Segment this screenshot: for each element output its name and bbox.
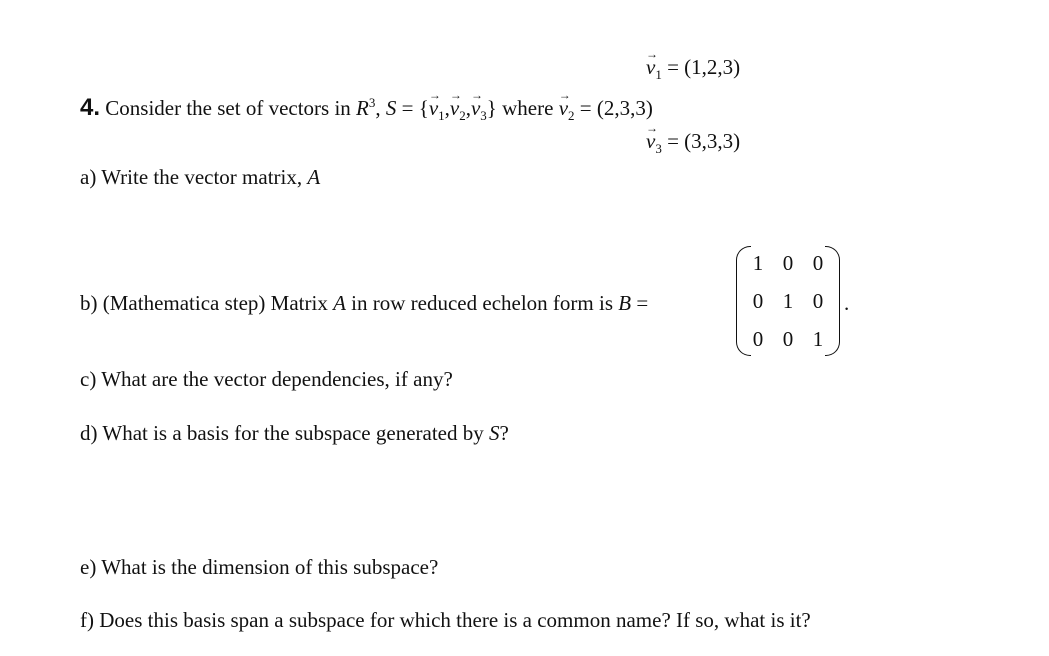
part-f-label: f) [80,608,94,632]
rref-matrix [736,246,840,358]
part-a [80,164,320,190]
part-d-end: ? [499,421,509,445]
matrix-cell: 0 [812,289,824,313]
space-exponent: 3 [368,95,376,110]
part-d [80,420,509,446]
part-f [80,607,811,633]
part-c-label: c) [80,367,97,391]
part-d-label: d) [80,421,98,445]
part-c [80,366,453,392]
part-c-text: What are the vector dependencies, if any? [101,367,453,391]
where-word: where [502,96,554,120]
vector-1-subscript: 1 [655,67,662,83]
matrix-cell: 0 [782,327,794,351]
part-b-post: in row reduced echelon form is [345,291,619,315]
part-d-var: S [489,421,500,445]
set-separator: , [375,96,386,120]
question-intro: Consider the set of vectors in [105,96,357,120]
vector-2-value: = (2,3,3) [579,96,653,120]
part-e-label: e) [80,555,97,579]
part-d-text: What is a basis for the subspace generated by [102,421,489,445]
part-a-label: a) [80,165,97,189]
part-f-text: Does this basis span a subspace for which there is a common name? If so, what is it? [99,608,811,632]
part-e [80,554,438,580]
matrix-cell: 1 [812,327,824,351]
part-b-pre: (Mathematica step) Matrix [102,291,334,315]
matrix-cell: 0 [812,251,824,275]
vector-3-subscript: 3 [655,141,662,157]
vector-3-definition [646,128,740,162]
set-name: S [385,96,397,120]
matrix-cell: 1 [752,251,764,275]
part-b-end: . [844,291,850,315]
matrix-cell: 1 [782,289,794,313]
part-b-var: A [333,291,346,315]
vector-1-symbol: → v [646,54,655,80]
part-e-text: What is the dimension of this subspace? [101,555,439,579]
part-b-equals: = [631,291,649,315]
vector-3-symbol: → v [646,128,655,154]
matrix-cell: 0 [752,327,764,351]
question-number: 4. [80,94,101,121]
vector-1-value: = (1,2,3) [667,55,741,79]
set-vector-1: → v [429,95,438,121]
part-a-text: Write the vector matrix, [101,165,308,189]
part-a-var: A [307,165,321,189]
question-4-statement: 4. Consider the set of vectors in $R^3$, S = {→ $v_1,\to v_2,\to v_3$} where → $v_2 = (2,3,3)$ [80,90,653,129]
vector-2-subscript: 2 [568,108,575,124]
part-b-result-var: B [618,291,632,315]
vector-2-symbol: → v [559,95,568,121]
set-vector-3: → v [471,95,480,121]
matrix-cell: 0 [752,289,764,313]
set-close: } [486,96,497,120]
set-vector-2: → v [450,95,459,121]
part-b [80,290,648,316]
matrix-cell: 0 [782,251,794,275]
space-symbol: R [356,96,369,120]
set-open: = { [396,96,429,120]
vector-3-value: = (3,3,3) [667,129,741,153]
vector-1-definition [646,54,740,88]
part-b-label: b) [80,291,98,315]
